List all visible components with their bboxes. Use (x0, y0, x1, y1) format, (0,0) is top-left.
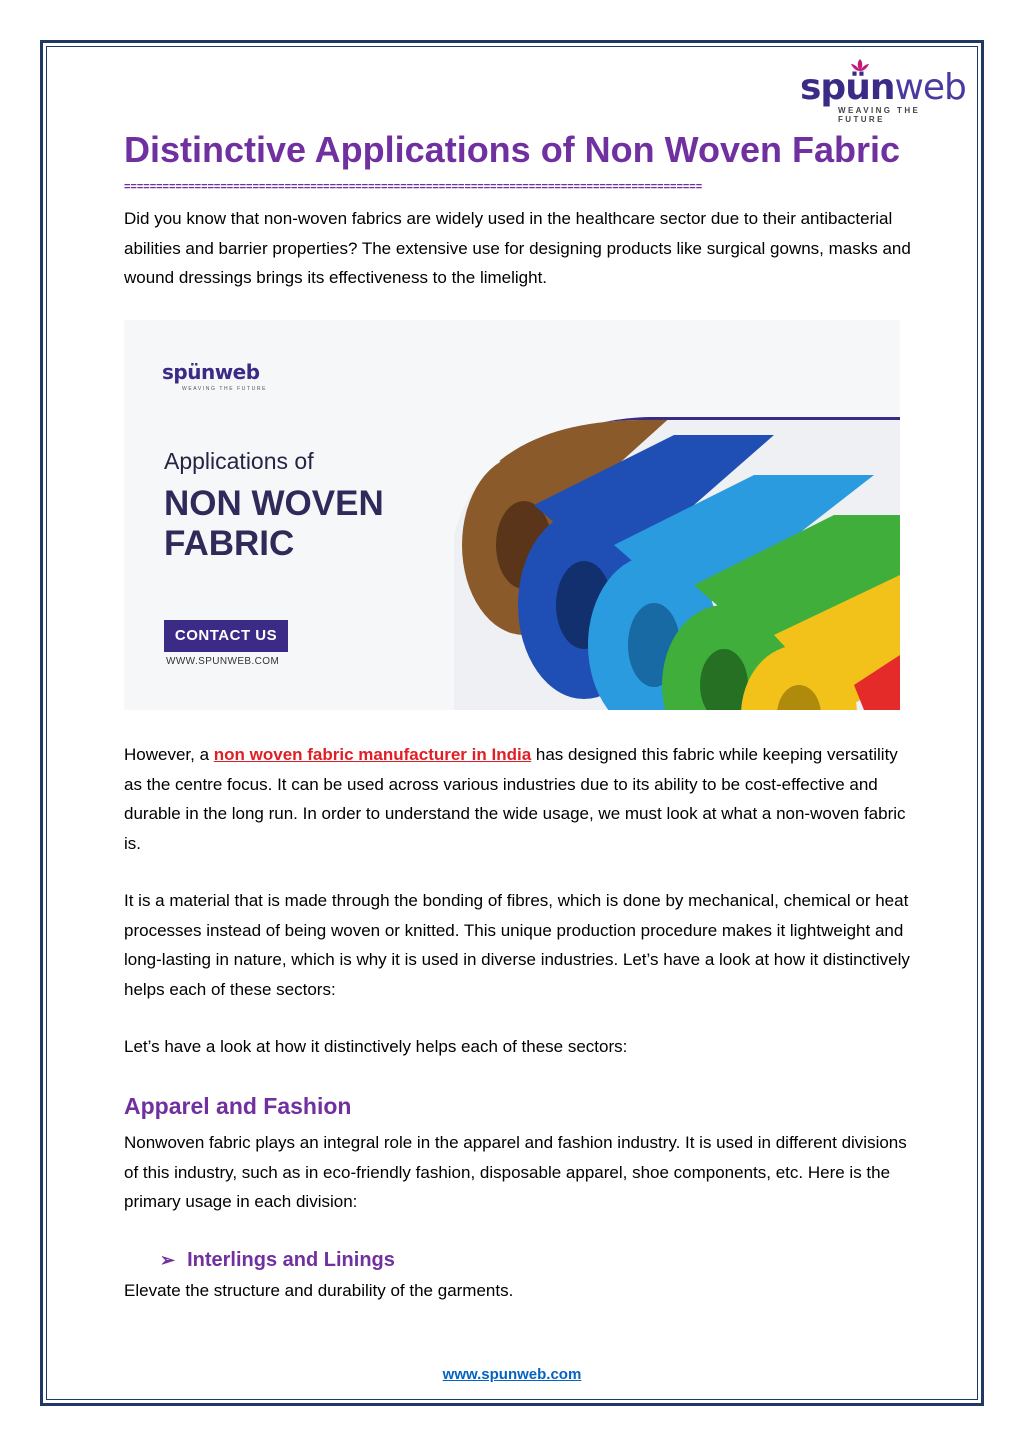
section-heading-apparel: Apparel and Fashion (124, 1093, 352, 1119)
contact-us-button[interactable]: CONTACT US (164, 620, 288, 652)
manufacturer-paragraph: However, a non woven fabric manufacturer in India has designed this fabric while keeping versatility as the centre focus. It can be used across various industries due to its ability to be cost-effective and durable in the long run. In order to understand the wide usage, we must look at what a non-woven fabric is. (124, 745, 906, 853)
applications-banner-image (124, 320, 900, 710)
logo-tagline: WEAVING THE FUTURE (838, 106, 921, 124)
definition-paragraph: It is a material that is made through the bonding of fibres, which is done by mechanical, chemical or heat processes instead of being woven or knitted. This unique production procedure makes it lightweight and long-lasting in nature, which is why it is used in diverse industries. Let’s have a look at how it distinctively helps each of these sectors: (124, 891, 910, 999)
footer-website-link[interactable]: www.spunweb.com (442, 1366, 582, 1383)
sectors-intro-paragraph: Let’s have a look at how it distinctively helps each of these sectors: (124, 1037, 628, 1056)
logo-wordmark: spünweb (800, 67, 966, 108)
spunweb-logo (800, 58, 968, 124)
arrow-bullet-icon: ➢ (160, 1250, 176, 1270)
intro-paragraph: Did you know that non-woven fabrics are widely used in the healthcare sector due to their antibacterial abilities and barrier properties? The extensive use for designing products like surgical gowns, masks and wound dressings brings its effectiveness to the limelight. (124, 209, 911, 287)
fabric-rolls-illustration (454, 415, 900, 710)
banner-logo-tagline: WEAVING THE FUTURE (182, 386, 268, 392)
banner-subtitle: Applications of (164, 448, 314, 474)
title-underline-rule: ========================================================================================== (124, 181, 703, 193)
apparel-paragraph: Nonwoven fabric plays an integral role in the apparel and fashion industry. It is used in different divisions of this industry, such as in eco-friendly fashion, disposable apparel, shoe components, etc. Here is the primary usage in each division: (124, 1133, 907, 1211)
manufacturer-link[interactable]: non woven fabric manufacturer in India (213, 745, 532, 764)
subheading-interlinings: ➢ Interlings and Linings (160, 1249, 395, 1271)
banner-website: WWW.SPUNWEB.COM (166, 656, 280, 667)
banner-logo: spünweb (162, 360, 260, 384)
banner-title-line1: NON WOVEN (164, 484, 384, 523)
banner-title-line2: FABRIC (164, 524, 295, 563)
banner-title (164, 484, 384, 564)
page-title: Distinctive Applications of Non Woven Fabric (123, 129, 901, 170)
interlinings-paragraph: Elevate the structure and durability of the garments. (124, 1281, 514, 1300)
